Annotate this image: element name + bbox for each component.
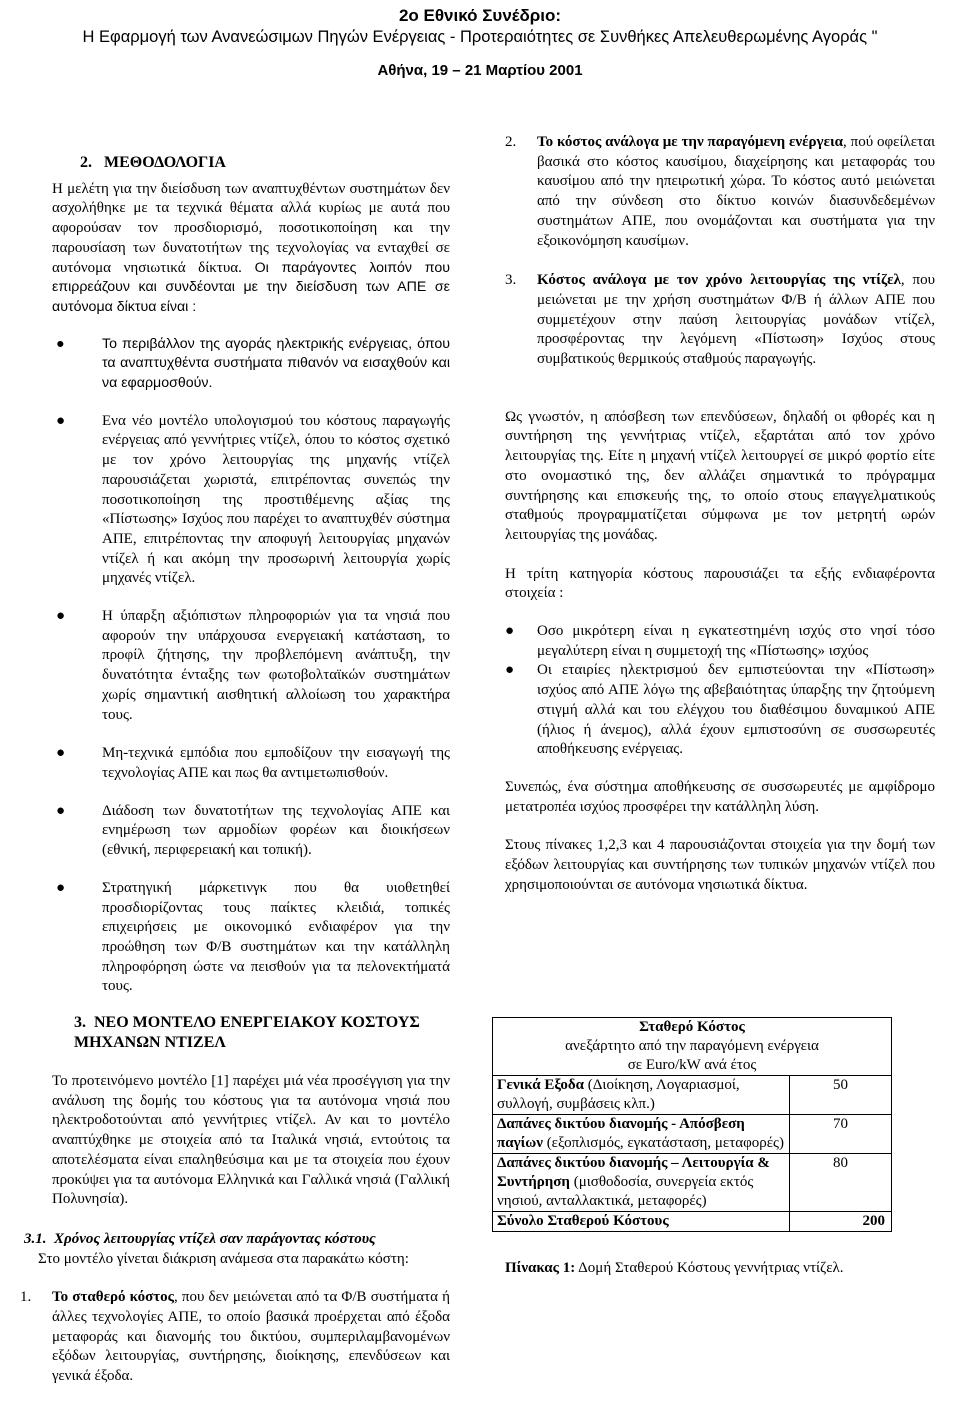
- list-item: 1. Το σταθερό κόστος, που δεν μειώνεται από τα Φ/Β συστήματα ή άλλες τεχνολογίες ΑΠΕ, το οποίο βασικά προέρχεται από έξοδα μεταφοράς και διανομής του δικτύου, συμπεριλαμβανομένων εξόδων λειτουργίας, συντήρησης, διοίκησης, επενδύσεων και γενικά έξοδα.: [20, 1289, 450, 1385]
- factors-list: [52, 335, 450, 997]
- left-column-lower: [20, 1013, 450, 1387]
- list-item: ● Ενα νέο μοντέλο υπολογισμού του κόστους παραγωγής ενέργειας από γεννήτριες ντίζελ, όπου το κόστος σχετικό με τον χρόνο λειτουργίας της μηχανής ντίζελ παρουσιάζεται χωριστά, επιτρέποντας συνεπώς την ποσοτικοποίηση της προστιθέμενης αξίας της «Πίστωσης» Ισχύος που παρέχει το αναπτυχθέν σύστημα ΑΠΕ, επιτρέποντας την αποφυγή λειτουργίας μηχανών ντίζελ ή και ακόμη την προσωρινή λειτουργία χωρίς μηχανές ντίζελ.: [56, 412, 450, 587]
- runtime-cost-term: Κόστος ανάλογα με τον χρόνο λειτουργίας της ντίζελ: [537, 272, 901, 289]
- list-item: 3. Κόστος ανάλογα με τον χρόνο λειτουργίας της ντίζελ, που μειώνεται με την χρήση συστημάτων Φ/Β ή άλλων ΑΠΕ που συμμετέχουν στην παύση λειτουργίας μονάδων ντίζελ, προσφέροντας την λεγόμενη «Πίστωση» Ισχύος στους συμβατικούς θερμικούς σταθμούς παραγωγής.: [505, 272, 935, 368]
- table-cell-value: 70: [790, 1115, 892, 1154]
- table-row: [493, 1115, 892, 1154]
- table-cell-label: Δαπάνες δικτύου διανομής - Απόσβεση παγίων (εξοπλισμός, εγκατάσταση, μεταφορές): [493, 1115, 790, 1154]
- table-total-label: Σύνολο Σταθερού Κόστους: [493, 1212, 790, 1232]
- bullet-icon: ●: [56, 412, 66, 429]
- conference-date: Αθήνα, 19 – 21 Μαρτίου 2001: [377, 62, 583, 79]
- table-unit: σε Euro/kW ανά έτος: [627, 1057, 757, 1073]
- paragraph-third-category: Η τρίτη κατηγορία κόστους παρουσιάζει τα εξής ενδιαφέροντα στοιχεία :: [505, 565, 935, 602]
- list-item: ● Οσο μικρότερη είναι η εγκατεστημένη ισχύς στο νησί τόσο μεγαλύτερη είναι η συμμετοχή της «Πίστωσης» ισχύος: [505, 623, 935, 659]
- table-row: [493, 1076, 892, 1115]
- table-header: [493, 1018, 892, 1076]
- table-title: Σταθερό Κόστος: [639, 1019, 745, 1035]
- list-item: ● Η ύπαρξη αξιόπιστων πληροφοριών για τα νησιά που αφορούν την υπάρχουσα ενεργειακή κατάσταση, το προφίλ ζήτησης, την προβλεπόμενη ανάπτυξη, την δυνατότητα ένταξης των φωτοβολταϊκών συστημάτων χωρίς σημαντική αισθητική αλλοίωση του χαρακτήρα τους.: [56, 608, 450, 723]
- conference-subtitle: Η Εφαρμογή των Ανανεώσιμων Πηγών Ενέργειας - Προτεραιότητες σε Συνθήκες Απελευθερωμένης Αγοράς ": [82, 28, 878, 46]
- bullet-icon: ●: [56, 335, 65, 352]
- bullet-icon: ●: [505, 623, 515, 640]
- subsection-3-1-intro: Στο μοντέλο γίνεται διάκριση ανάμεσα στα παρακάτω κόστη:: [38, 1250, 409, 1267]
- table-subtitle: ανεξάρτητο από την παραγόμενη ενέργεια: [565, 1038, 819, 1054]
- paragraph-tables: Στους πίνακες 1,2,3 και 4 παρουσιάζονται στοιχεία για την δομή των εξόδων λειτουργίας και συντήρησης των τυπικών μηχανών ντίζελ που χρησιμοποιούνται σε αυτόνομα νησιωτικά δίκτυα.: [505, 837, 935, 893]
- left-column-upper: [52, 153, 450, 997]
- conference-title: 2ο Εθνικό Συνέδριο:: [398, 6, 562, 25]
- section-2-intro-a: Η μελέτη για την διείσδυση των αναπτυχθέντων συστημάτων δεν ασχολήθηκε με τα τεχνικά θέματα αλλά κυρίως με αυτά που αφορούσαν τον προσδιορισμό, ποσοτικοποίηση και την παρουσίαση των δυνατοτήτων της τεχνολογίας να ενταχθεί σε αυτόνομα νησιωτικά δίκτυα.: [52, 180, 450, 276]
- right-column: [505, 133, 935, 896]
- fixed-cost-term: Το σταθερό κόστος: [52, 1289, 174, 1306]
- section-2-intro-b: Οι παράγοντες λοιπόν που επιρρεάζουν και συνδέονται με την διείσδυση των ΑΠΕ σε αυτόνομα δίκτυα είναι :: [52, 259, 450, 315]
- section-3-title: 3. ΝΕΟ ΜΟΝΤΕΛΟ ΕΝΕΡΓΕΙΑΚΟΥ ΚΟΣΤΟΥΣ ΜΗΧΑΝΩΝ ΝΤΙΖΕΛ: [74, 1014, 420, 1051]
- bullet-icon: ●: [505, 662, 515, 679]
- table-cell-value: 50: [790, 1076, 892, 1115]
- list-item: ● Το περιβάλλον της αγοράς ηλεκτρικής ενέργειας, όπου τα αναπτυχθέντα συστήματα πιθανόν να εισαχθούν και να εφαρμοσθούν.: [56, 335, 450, 392]
- list-item: 2. Το κόστος ανάλογα με την παραγόμενη ενέργεια, πού οφείλεται βασικά στο κόστος καυσίμου, διαχείρησης και μεταφοράς του καυσίμου από την ηπειρωτική χώρα. Το κόστος αυτό μειώνεται από την σύνδεση στο δίκτυο κοινών διασυνδεδεμένων συστημάτων ΑΠΕ, που ονομάζονται και συστήματα για την εξοικονόμηση καυσίμων.: [505, 134, 935, 249]
- subsection-3-1: [24, 1230, 450, 1269]
- bullet-icon: ●: [56, 802, 66, 819]
- third-category-list: [505, 622, 935, 760]
- bullet-icon: ●: [56, 745, 66, 762]
- table-caption: Πίνακας 1: Δομή Σταθερού Κόστους γεννήτριας ντίζελ.: [505, 1260, 844, 1276]
- section-2-title: 2. ΜΕΘΟΔΟΛΟΓΙΑ: [80, 154, 226, 171]
- list-item: ● Οι εταιρίες ηλεκτρισμού δεν εμπιστεύονται την «Πίστωση» ισχύος από ΑΠΕ λόγω της αβεβαιότητας ύπαρξης την ζητούμενη στιγμή αλλά και του ελέγχου του διαθέσιμου δυναμικού ΑΠΕ (ήλιος ή άνεμος), αλλά έχουν εμπιστοσύνη σε συσσωρευτές αποθήκευσης ενέργειας.: [505, 662, 935, 758]
- fixed-cost-table: [492, 1017, 892, 1232]
- list-item: ● Διάδοση των δυνατοτήτων της τεχνολογίας ΑΠΕ και ενημέρωση των αρμοδίων φορέων και διοικήσεων (εθνική, περιφερειακή και τοπική).: [56, 802, 450, 859]
- table-cell-value: 80: [790, 1154, 892, 1212]
- section-2-intro: [52, 180, 450, 318]
- bullet-icon: ●: [56, 879, 66, 896]
- table-cell-label: Δαπάνες δικτύου διανομής – Λειτουργία & Συντήρηση (μισθοδοσία, συνεργεία εκτός νησιού, ανταλλακτικά, μεταφορές): [493, 1154, 790, 1212]
- table-total-value: 200: [790, 1212, 892, 1232]
- paragraph-amortization: Ως γνωστόν, η απόσβεση των επενδύσεων, δηλαδή οι φθορές και η συντήρηση της γεννήτριας ντίζελ, εξαρτάται από τον χρόνο λειτουργίας της. Είτε η μηχανή ντίζελ λειτουργεί σε μικρό φορτίο είτε στο ονομαστικό της, δεν αλλάζει σημαντικά το πρόγραμμα συντήρησης και επισκευής της, το οποίο στους επαγγελματικούς σταθμούς προγραμματίζεται σύμφωνα με τον μετρητή ωρών λειτουργίας της μονάδας.: [505, 408, 935, 543]
- list-item: ● Μη-τεχνικά εμπόδια που εμποδίζουν την εισαγωγή της τεχνολογίας ΑΠΕ και πως θα αντιμετωπισθούν.: [56, 745, 450, 781]
- paragraph-conclusion: Συνεπώς, ένα σύστημα αποθήκευσης σε συσσωρευτές με αμφίδρομο μετατροπέα ισχύος προσφέρει την κατάλληλη λύση.: [505, 778, 935, 815]
- cost-list-left: [20, 1288, 450, 1387]
- bullet-icon: ●: [56, 608, 66, 625]
- table-cell-label: Γενικά Εξοδα (Διοίκηση, Λογαριασμοί, συλλογή, συμβάσεις κλπ.): [493, 1076, 790, 1115]
- energy-cost-term: Το κόστος ανάλογα με την παραγόμενη ενέργεια: [537, 134, 844, 150]
- table-total-row: [493, 1212, 892, 1232]
- table-header-row: [493, 1018, 892, 1076]
- section-3-paragraph: Το προτεινόμενο μοντέλο [1] παρέχει μιά νέα προσέγγιση για την ανάλυση της δομής του κόστους για τα αυτόνομα νησιά που ηλεκτροδοτούνται από γεννήτριες ντίζελ. Αν και το μοντέλο αναπτύχθηκε με στοιχεία από τα Ιταλικά νησιά, εντούτοις τα αποτελέσματα είναι επαληθεύσιμα και με τα στοιχεία που έχουν προκύψει για τα αυτόνομα Ελληνικά και Γαλλικά νησιά (Γαλλική Πολυνησία).: [52, 1073, 450, 1208]
- list-item: ● Στρατηγική μάρκετινγκ που θα υιοθετηθεί προσδιορίζοντας τους παίκτες κλειδιά, τοπικές επιχειρήσεις με οικονομικό ενδιαφέρον για την προώθηση των Φ/Β συστημάτων και την κατάλληλη πληροφόρηση ώστε να πεισθούν για τα πελονεκτήματά τους.: [56, 879, 450, 995]
- table-row: [493, 1154, 892, 1212]
- cost-list-right: [505, 133, 935, 370]
- subsection-3-1-title: 3.1. Χρόνος λειτουργίας ντίζελ σαν παράγοντας κόστους: [24, 1230, 376, 1247]
